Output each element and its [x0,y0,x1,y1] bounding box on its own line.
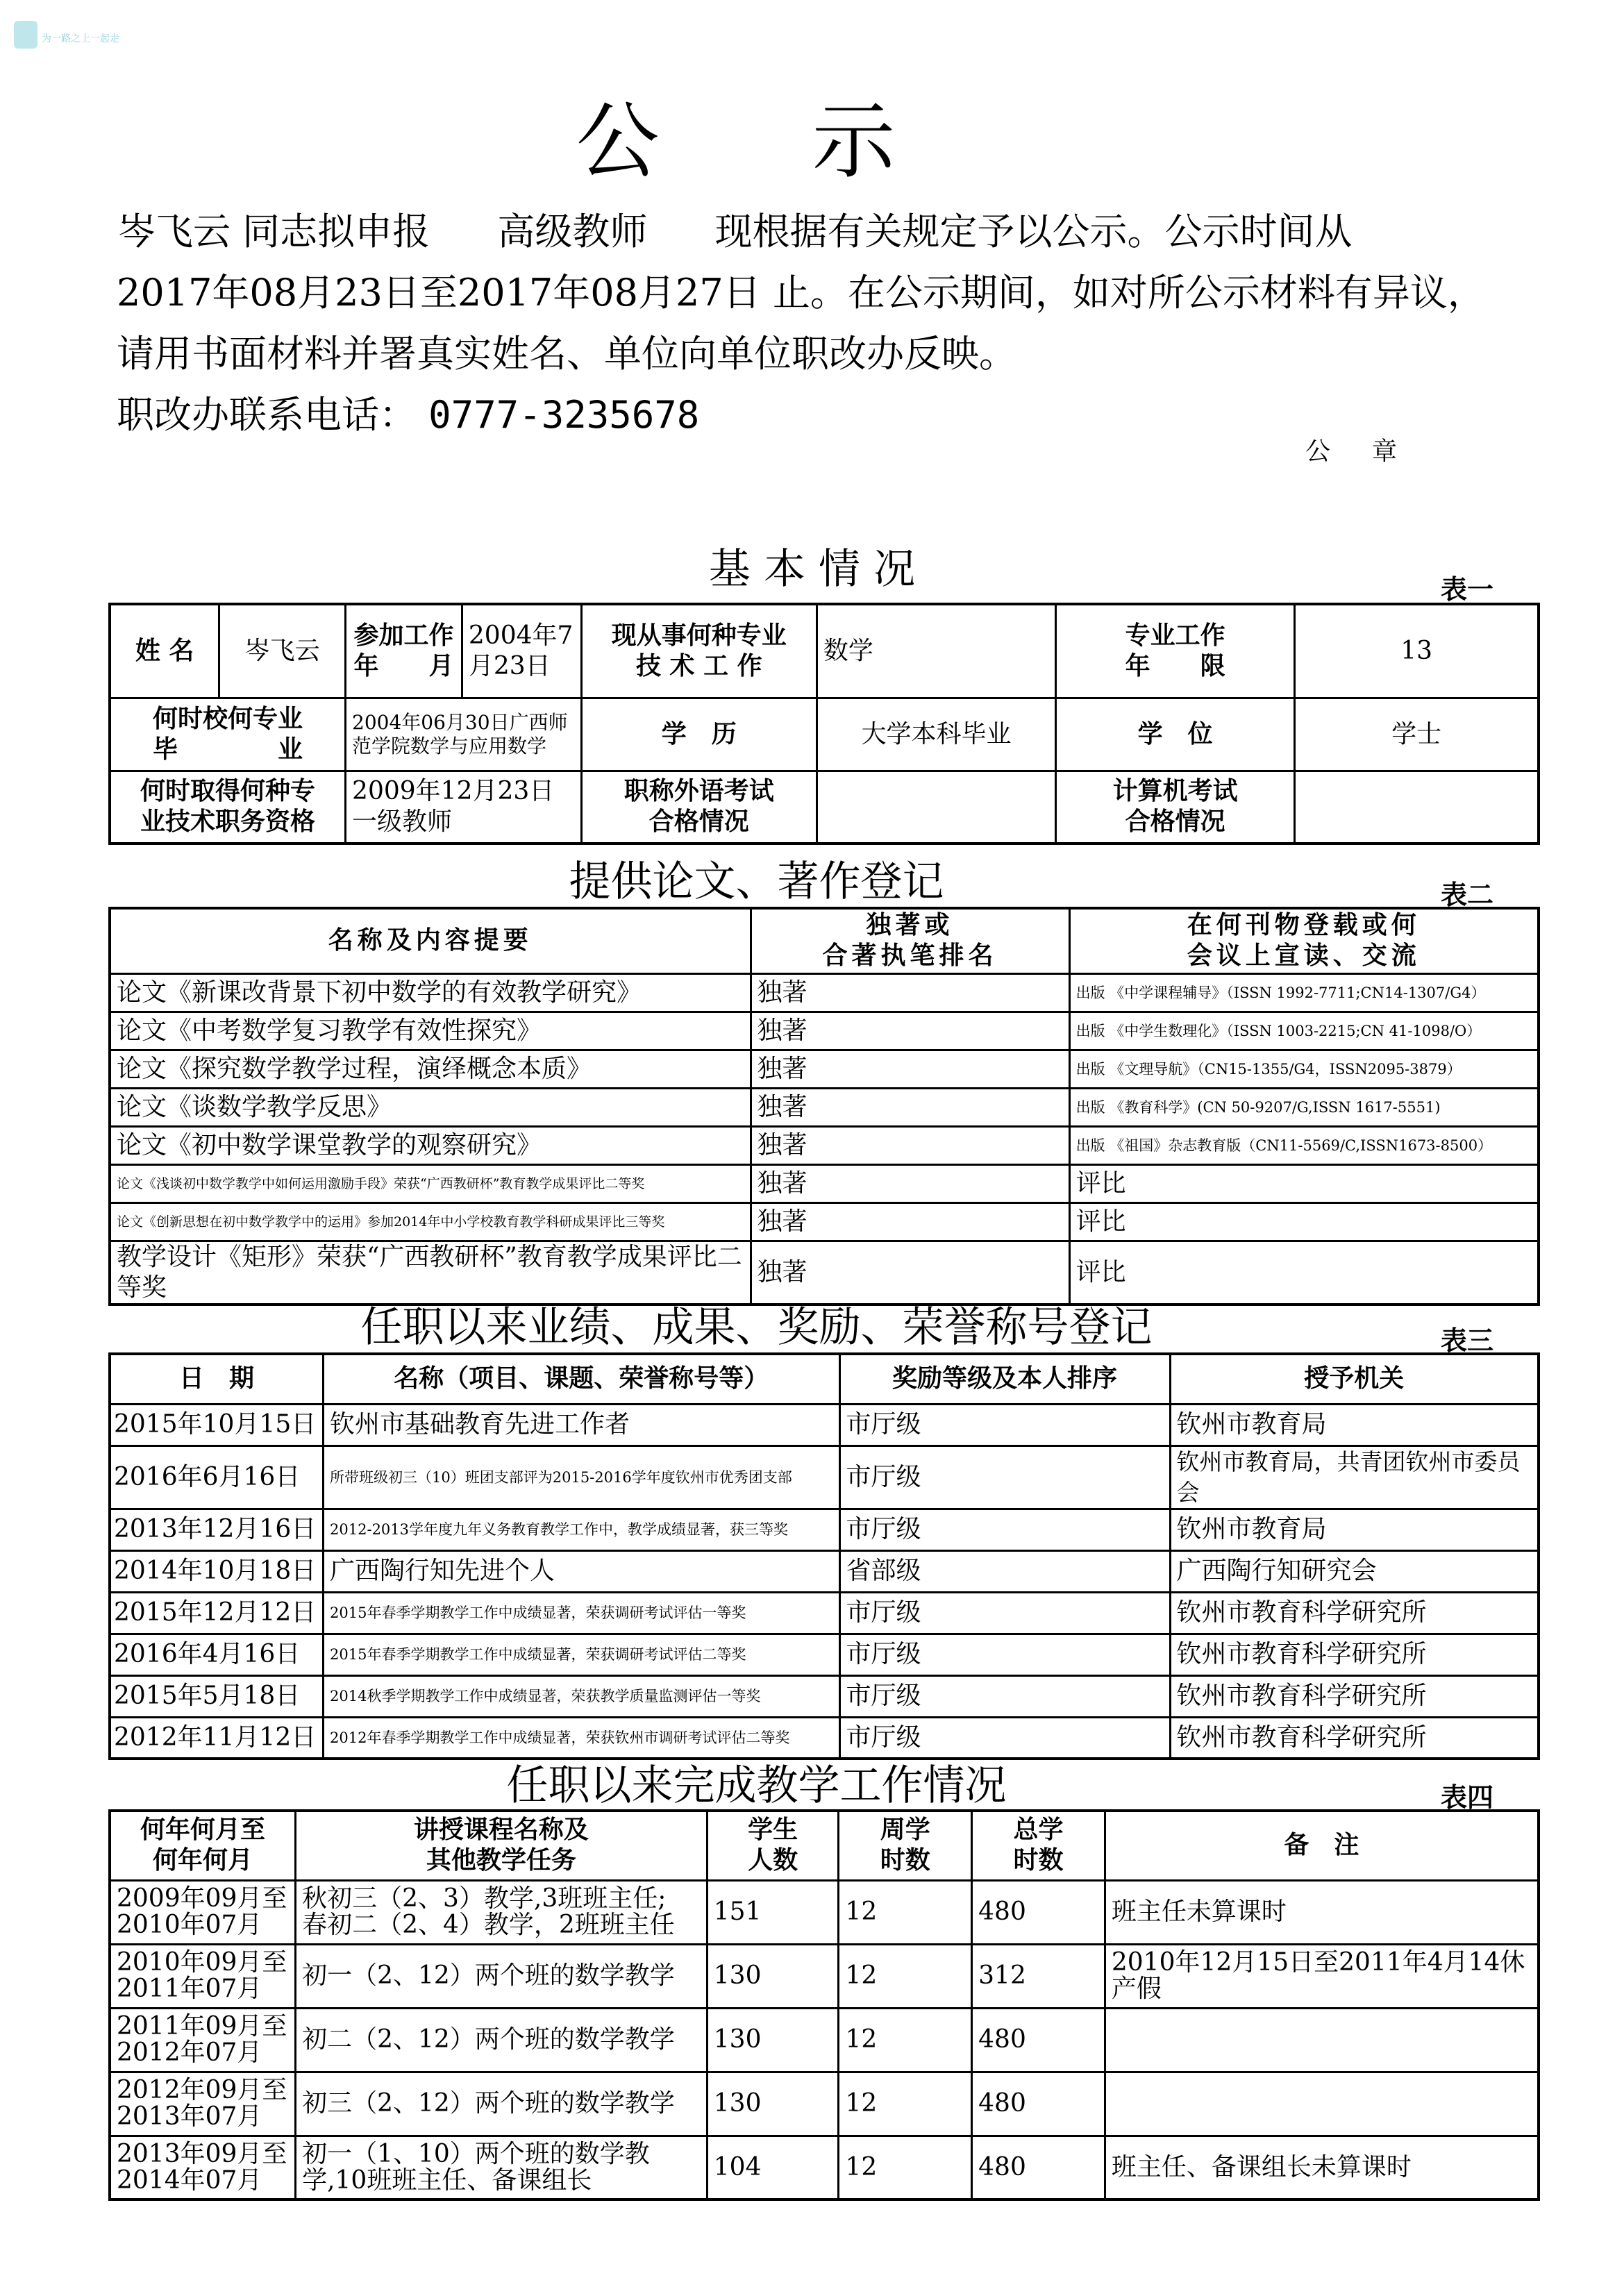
award-date: 2015年5月18日 [110,1675,324,1717]
years-label: 专业工作 年 限 [1056,604,1295,698]
teaching-header-total: 总学 时数 [972,1811,1105,1880]
table2-title: 提供论文、著作登记 [569,857,944,906]
education-value: 大学本科毕业 [817,698,1055,771]
paper-name: 论文《探究数学教学过程，演绎概念本质》 [110,1050,751,1088]
paper-venue: 评比 [1069,1203,1539,1241]
paper-name: 论文《浅谈初中数学教学中如何运用激励手段》荣获“广西教研杯”教育教学成果评比二等奖 [110,1164,751,1203]
paper-rank: 独著 [751,1088,1069,1126]
paper-venue: 出版 《祖国》杂志教育版（CN11-5569/C,ISSN1673-8500） [1069,1126,1539,1164]
graduation-label: 何时校何专业 毕 业 [110,698,346,771]
teaching-note: 班主任、备课组长未算课时 [1105,2136,1539,2199]
teaching-course: 初一（1、10）两个班的数学教 学,10班班主任、备课组长 [296,2136,708,2199]
teaching-students: 151 [707,1880,839,1944]
award-date: 2016年4月16日 [110,1634,324,1675]
paper-name: 教学设计《矩形》荣获“广西教研杯”教育教学成果评比二等奖 [110,1241,751,1305]
paper-name: 论文《创新思想在初中数学教学中的运用》参加2014年中小学校教育教学科研成果评比三等奖 [110,1203,751,1241]
graduation-value: 2004年06月30日广西师范学院数学与应用数学 [346,698,582,771]
computer-exam-label: 计算机考试 合格情况 [1056,771,1295,844]
table1-label: 表一 [1441,574,1494,605]
teaching-weekly-hours: 12 [839,1944,972,2008]
award-org: 广西陶行知研究会 [1170,1550,1539,1592]
paper-venue: 出版 《教育科学》(CN 50-9207/G,ISSN 1617-5551) [1069,1088,1539,1126]
qualification-value: 2009年12月23日一级教师 [346,771,582,844]
awards-header-name: 名称（项目、课题、荣誉称号等） [324,1354,839,1404]
paper-rank: 独著 [751,1012,1069,1050]
teaching-period: 2011年09月至 2012年07月 [110,2008,296,2072]
work-start-label: 参加工作 年 月 [346,604,462,698]
teaching-course: 初二（2、12）两个班的数学教学 [296,2008,708,2072]
table3-title: 任职以来业绩、成果、奖励、荣誉称号登记 [360,1303,1153,1352]
teaching-period: 2013年09月至 2014年07月 [110,2136,296,2199]
applicant-name: 岑飞云 [118,210,231,253]
awards-table [108,1352,1540,1760]
teaching-course: 秋初三（2、3）教学,3班班主任; 春初二（2、4）教学，2班班主任 [296,1880,708,1944]
award-level: 市厅级 [839,1446,1170,1509]
awards-header-org: 授予机关 [1170,1354,1539,1404]
award-level: 市厅级 [839,1675,1170,1717]
logo-text: 为一路之上一起走 [42,33,119,44]
teaching-header-note: 备 注 [1105,1811,1539,1880]
award-org: 钦州市教育科学研究所 [1170,1634,1539,1675]
teaching-table [108,1809,1540,2201]
paper-rank: 独著 [751,1050,1069,1088]
table-row [110,1088,1539,1126]
table1-title: 基 本 情 况 [708,545,916,594]
teaching-header-students: 学生 人数 [707,1811,839,1880]
table-row [110,1126,1539,1164]
table3-label: 表三 [1441,1325,1494,1356]
teaching-total-hours: 480 [972,2008,1105,2072]
logo [12,15,151,57]
foreign-lang-value [817,771,1055,844]
notice-text-1: 同志拟申报 [242,210,430,253]
table-row [110,2136,1539,2199]
table-row [110,1550,1539,1592]
teaching-students: 104 [707,2136,839,2199]
name-label: 姓 名 [110,604,219,698]
papers-header-name: 名称及内容提要 [110,908,751,973]
table4-title: 任职以来完成教学工作情况 [506,1761,1007,1810]
teaching-course: 初一（2、12）两个班的数学教学 [296,1944,708,2008]
notice-text-2: 现根据有关规定予以公示。公示时间从 [714,210,1353,253]
teaching-students: 130 [707,2008,839,2072]
paper-name: 论文《中考数学复习教学有效性探究》 [110,1012,751,1050]
foreign-lang-label: 职称外语考试 合格情况 [581,771,817,844]
teaching-students: 130 [707,1944,839,2008]
paper-rank: 独著 [751,1126,1069,1164]
paper-rank: 独著 [751,1203,1069,1241]
paper-venue: 出版 《文理导航》（CN15-1355/G4，ISSN2095-3879） [1069,1050,1539,1088]
award-org: 钦州市教育局 [1170,1509,1539,1550]
award-level: 市厅级 [839,1634,1170,1675]
paper-rank: 独著 [751,1241,1069,1305]
specialty-value: 数学 [817,604,1055,698]
table-row [110,1717,1539,1759]
paper-name: 论文《新课改背景下初中数学的有效教学研究》 [110,973,751,1012]
award-name: 2015年春季学期教学工作中成绩显著，荣获调研考试评估二等奖 [324,1634,839,1675]
notice-text-3: 止。在公示期间，如对所公示材料有异议， [772,271,1485,315]
paper-venue: 评比 [1069,1241,1539,1305]
award-name: 2012-2013学年度九年义务教育教学工作中，教学成绩显著，获三等奖 [324,1509,839,1550]
table-row [110,1880,1539,1944]
table-row [110,1012,1539,1050]
paper-venue: 出版 《中学生数理化》（ISSN 1003-2215;CN 41-1098/O） [1069,1012,1539,1050]
work-start-value: 2004年7月23日 [462,604,581,698]
paper-name: 论文《谈数学教学反思》 [110,1088,751,1126]
logo-mark-icon [12,15,151,57]
paper-name: 论文《初中数学课堂教学的观察研究》 [110,1126,751,1164]
teaching-header-weekly: 周学 时数 [839,1811,972,1880]
teaching-period: 2010年09月至 2011年07月 [110,1944,296,2008]
qualification-label: 何时取得何种专 业技术职务资格 [110,771,346,844]
table-row [110,1203,1539,1241]
teaching-weekly-hours: 12 [839,2008,972,2072]
table-row [110,1050,1539,1088]
teaching-period: 2012年09月至 2013年07月 [110,2072,296,2136]
paper-rank: 独著 [751,973,1069,1012]
teaching-period: 2009年09月至 2010年07月 [110,1880,296,1944]
award-date: 2012年11月12日 [110,1717,324,1759]
specialty-label: 现从事何种专业 技 术 工 作 [581,604,817,698]
teaching-note: 2010年12月15日至2011年4月14休产假 [1105,1944,1539,2008]
table-row [110,1509,1539,1550]
papers-header-rank: 独著或 合著执笔排名 [751,908,1069,973]
teaching-weekly-hours: 12 [839,2136,972,2199]
computer-exam-value [1295,771,1539,844]
awards-header-date: 日 期 [110,1354,324,1404]
notice-text-4: 请用书面材料并署真实姓名、单位向单位职改办反映。 [117,332,1016,376]
teaching-students: 130 [707,2072,839,2136]
phone-number: 0777-3235678 [428,393,700,437]
teaching-course: 初三（2、12）两个班的数学教学 [296,2072,708,2136]
education-label: 学 历 [581,698,817,771]
notice-dates: 2017年08月23日至2017年08月27日 [117,271,761,315]
teaching-weekly-hours: 12 [839,1880,972,1944]
award-name: 钦州市基础教育先进工作者 [324,1404,839,1446]
paper-venue: 评比 [1069,1164,1539,1203]
teaching-total-hours: 480 [972,2136,1105,2199]
award-date: 2014年10月18日 [110,1550,324,1592]
award-org: 钦州市教育科学研究所 [1170,1717,1539,1759]
paper-venue: 出版 《中学课程辅导》（ISSN 1992-7711;CN14-1307/G4） [1069,973,1539,1012]
award-name: 2014秋季学期教学工作中成绩显著，荣获教学质量监测评估一等奖 [324,1675,839,1717]
table-row [110,2008,1539,2072]
table-row [110,1446,1539,1509]
notice-paragraph [118,201,1562,446]
table4-label: 表四 [1441,1782,1494,1813]
teaching-note [1105,2008,1539,2072]
awards-header-level: 奖励等级及本人排序 [839,1354,1170,1404]
award-level: 市厅级 [839,1404,1170,1446]
award-date: 2015年10月15日 [110,1404,324,1446]
table-row [110,2072,1539,2136]
degree-value: 学士 [1295,698,1539,771]
teaching-total-hours: 480 [972,1880,1105,1944]
phone-label: 职改办联系电话： [117,393,417,437]
table-row [110,1241,1539,1305]
degree-label: 学 位 [1056,698,1295,771]
page-title: 公示 [576,94,1048,190]
teaching-total-hours: 312 [972,1944,1105,2008]
award-name: 广西陶行知先进个人 [324,1550,839,1592]
table-row [110,1675,1539,1717]
years-value: 13 [1295,604,1539,698]
table-row [110,1944,1539,2008]
table2-label: 表二 [1441,880,1494,910]
teaching-note: 班主任未算课时 [1105,1880,1539,1944]
name-value: 岑飞云 [219,604,346,698]
applied-rank: 高级教师 [497,210,648,253]
award-date: 2015年12月12日 [110,1592,324,1634]
papers-table [108,907,1540,1306]
table-row [110,1634,1539,1675]
papers-header-where: 在何刊物登载或何 会议上宣读、交流 [1069,908,1539,973]
award-name: 所带班级初三（10）班团支部评为2015-2016学年度钦州市优秀团支部 [324,1446,839,1509]
award-org: 钦州市教育科学研究所 [1170,1592,1539,1634]
teaching-weekly-hours: 12 [839,2072,972,2136]
award-level: 市厅级 [839,1509,1170,1550]
award-level: 市厅级 [839,1592,1170,1634]
award-org: 钦州市教育局 [1170,1404,1539,1446]
paper-rank: 独著 [751,1164,1069,1203]
award-name: 2012年春季学期教学工作中成绩显著，荣获钦州市调研考试评估二等奖 [324,1717,839,1759]
table-row [110,1164,1539,1203]
award-org: 钦州市教育科学研究所 [1170,1675,1539,1717]
teaching-header-course: 讲授课程名称及 其他教学任务 [296,1811,708,1880]
official-seal-label: 公章 [1305,437,1439,466]
table-row [110,1404,1539,1446]
award-name: 2015年春季学期教学工作中成绩显著，荣获调研考试评估一等奖 [324,1592,839,1634]
teaching-note [1105,2072,1539,2136]
award-level: 省部级 [839,1550,1170,1592]
basic-info-table [108,603,1540,845]
table-row [110,973,1539,1012]
award-date: 2016年6月16日 [110,1446,324,1509]
teaching-header-period: 何年何月至 何年何月 [110,1811,296,1880]
award-date: 2013年12月16日 [110,1509,324,1550]
award-org: 钦州市教育局，共青团钦州市委员会 [1170,1446,1539,1509]
teaching-total-hours: 480 [972,2072,1105,2136]
table-row [110,1592,1539,1634]
award-level: 市厅级 [839,1717,1170,1759]
